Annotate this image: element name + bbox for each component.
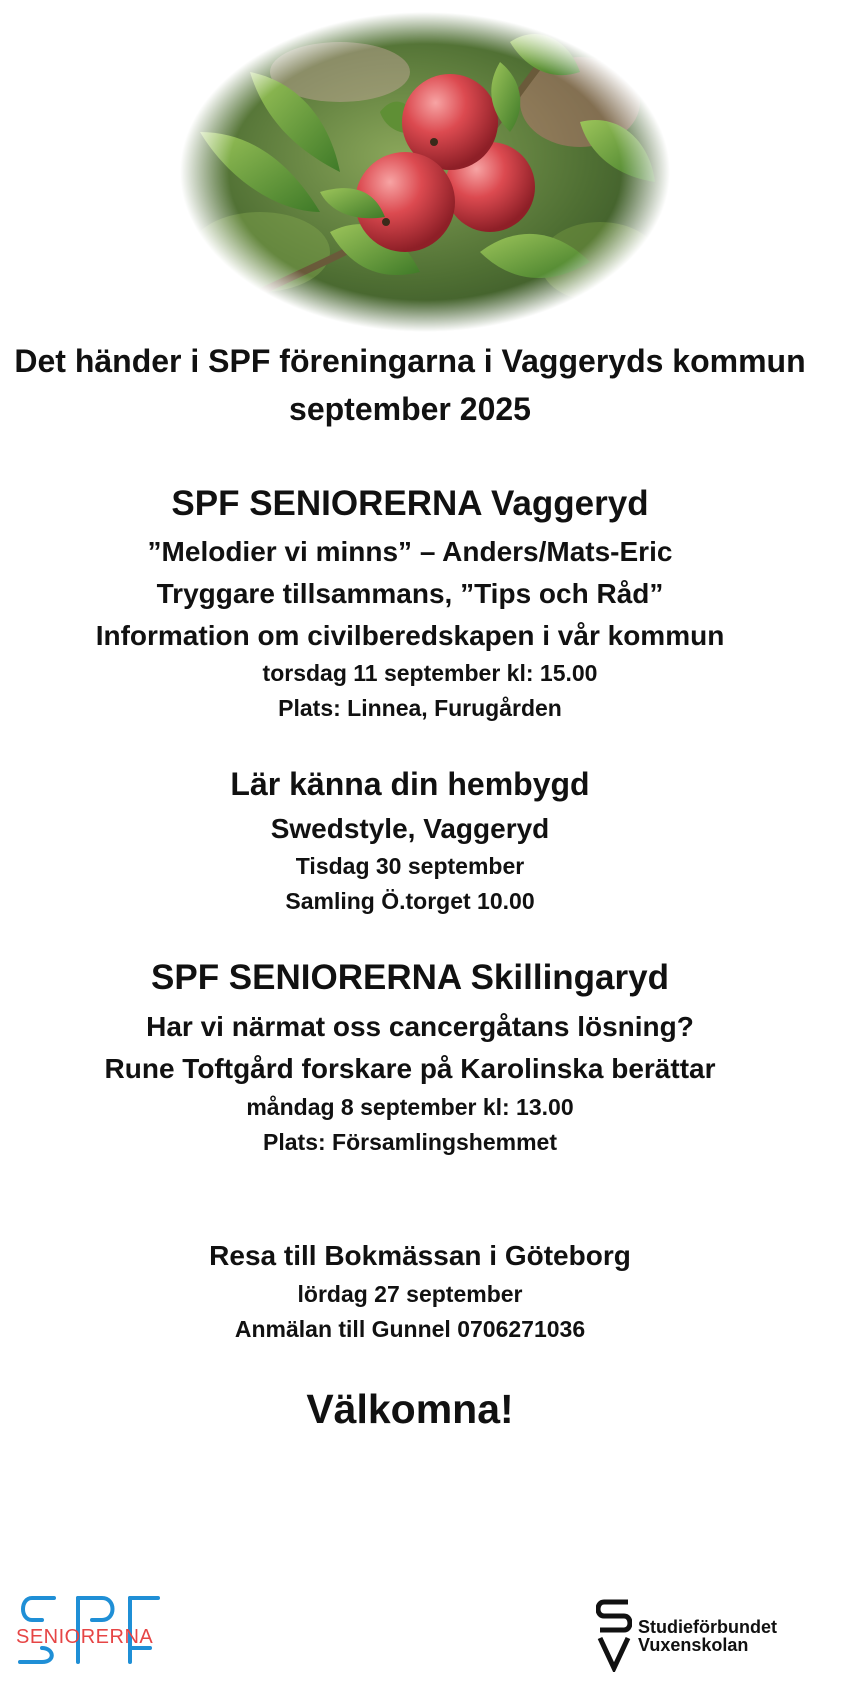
event-signup: Anmälan till Gunnel 0706271036 (234, 1316, 586, 1342)
spf-logo-text: SENIORERNA (16, 1626, 154, 1648)
event-meet: Samling Ö.torget 10.00 (285, 888, 535, 914)
welcome-text: Välkomna! (306, 1386, 514, 1432)
event-line: Tryggare tillsammans, ”Tips och Råd” (156, 578, 664, 609)
event-date: torsdag 11 september kl: 15.00 (262, 660, 598, 686)
event-place: Plats: Linnea, Furugården (278, 695, 562, 721)
sv-line2: Vuxenskolan (638, 1635, 749, 1655)
event-line: Rune Toftgård forskare på Karolinska berättar (104, 1053, 716, 1084)
event-date: Tisdag 30 september (295, 853, 525, 879)
page-title: Det händer i SPF föreningarna i Vaggeryds kommun (14, 343, 806, 379)
event-org: SPF SENIORERNA Skillingaryd (151, 958, 669, 997)
sv-line1: Studieförbundet (638, 1617, 777, 1637)
sv-logo-text (638, 1618, 777, 1654)
event-place: Plats: Församlingshemmet (263, 1129, 557, 1155)
event-line: Swedstyle, Vaggeryd (270, 813, 550, 844)
event-line: Har vi närmat oss cancergåtans lösning? (146, 1011, 694, 1042)
event-title: Resa till Bokmässan i Göteborg (209, 1240, 631, 1271)
event-date: lördag 27 september (297, 1281, 523, 1307)
apple-branch-image (180, 12, 670, 332)
event-title: Lär känna din hembygd (230, 766, 590, 802)
sv-symbol-icon (596, 1598, 632, 1672)
event-line: Information om civilberedskapen i vår kommun (95, 620, 725, 651)
studieforbundet-vuxenskolan-logo (596, 1598, 836, 1672)
event-org: SPF SENIORERNA Vaggeryd (171, 484, 649, 523)
event-date: måndag 8 september kl: 13.00 (246, 1094, 574, 1120)
spf-seniorerna-logo (12, 1590, 172, 1670)
event-line: ”Melodier vi minns” – Anders/Mats-Eric (147, 536, 673, 567)
page-subtitle: september 2025 (289, 391, 531, 427)
